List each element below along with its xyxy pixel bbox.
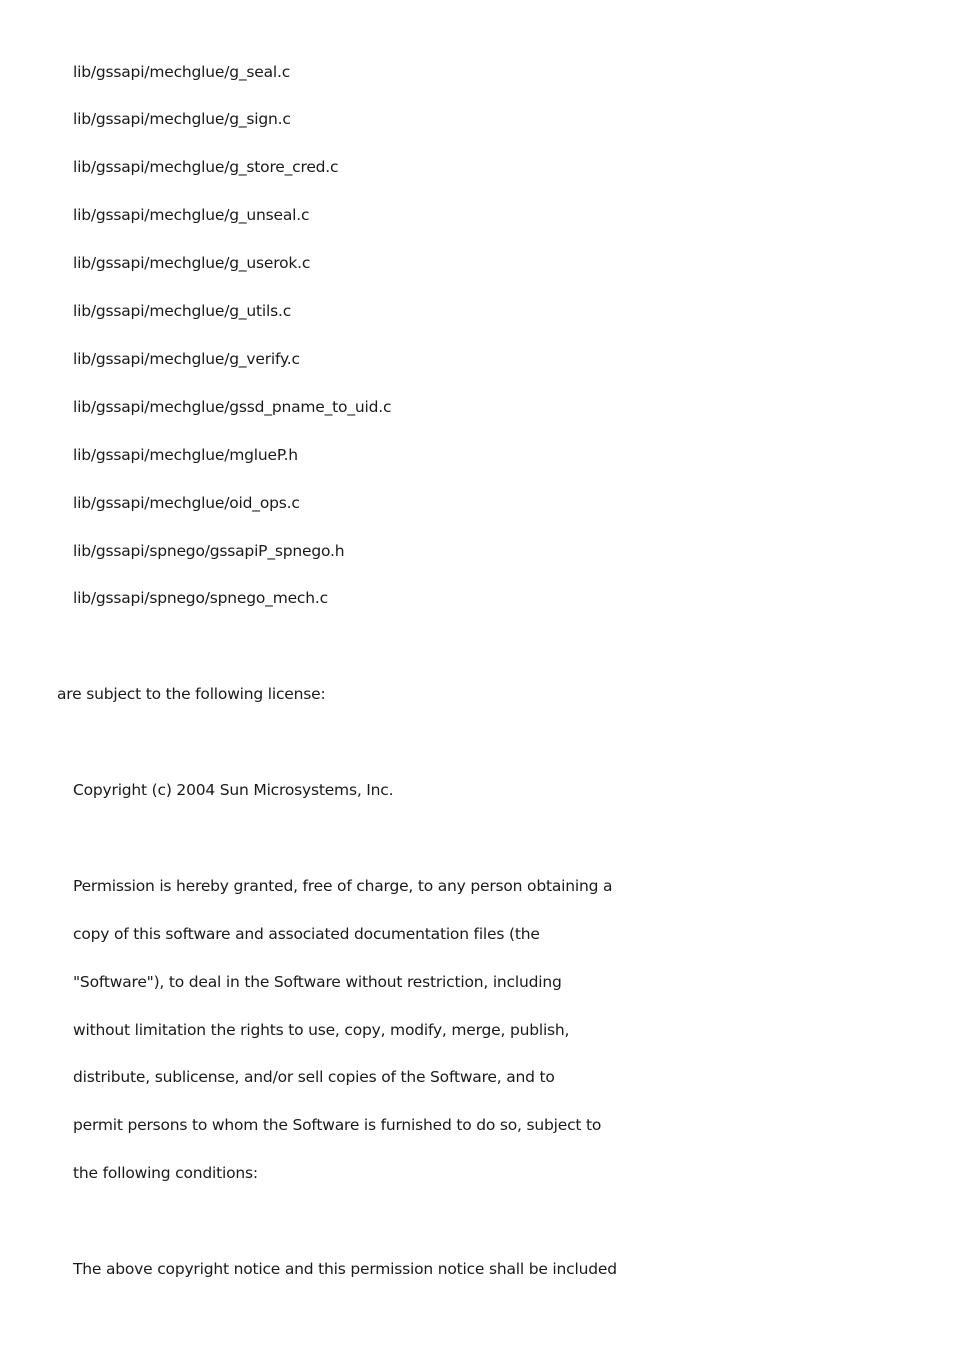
permission-line: permit persons to whom the Software is furnished to do so, subject to [73,1116,602,1134]
permission-line: the following conditions: [73,1164,258,1182]
file-path: lib/gssapi/spnego/gssapiP_spnego.h [73,542,345,560]
file-path: lib/gssapi/mechglue/g_seal.c [73,63,291,81]
license-intro: are subject to the following license: [57,685,326,703]
file-path: lib/gssapi/mechglue/g_sign.c [73,110,291,128]
notice-line: The above copyright notice and this permission notice shall be included [73,1260,617,1278]
permission-line: "Software"), to deal in the Software without restriction, including [73,973,562,991]
copyright-line: Copyright (c) 2004 Sun Microsystems, Inc. [73,781,394,799]
file-path: lib/gssapi/mechglue/g_store_cred.c [73,158,339,176]
file-path: lib/gssapi/mechglue/g_verify.c [73,350,300,368]
file-path: lib/gssapi/mechglue/gssd_pname_to_uid.c [73,398,392,416]
file-path: lib/gssapi/mechglue/g_unseal.c [73,206,310,224]
permission-line: copy of this software and associated documentation files (the [73,925,540,943]
file-path: lib/gssapi/mechglue/g_utils.c [73,302,292,320]
permission-line: without limitation the rights to use, copy, modify, merge, publish, [73,1021,570,1039]
file-path: lib/gssapi/mechglue/oid_ops.c [73,494,300,512]
permission-line: distribute, sublicense, and/or sell copies of the Software, and to [73,1068,555,1086]
file-path: lib/gssapi/mechglue/g_userok.c [73,254,311,272]
permission-line: Permission is hereby granted, free of charge, to any person obtaining a [73,877,613,895]
file-path: lib/gssapi/spnego/spnego_mech.c [73,589,328,607]
file-path: lib/gssapi/mechglue/mglueP.h [73,446,298,464]
